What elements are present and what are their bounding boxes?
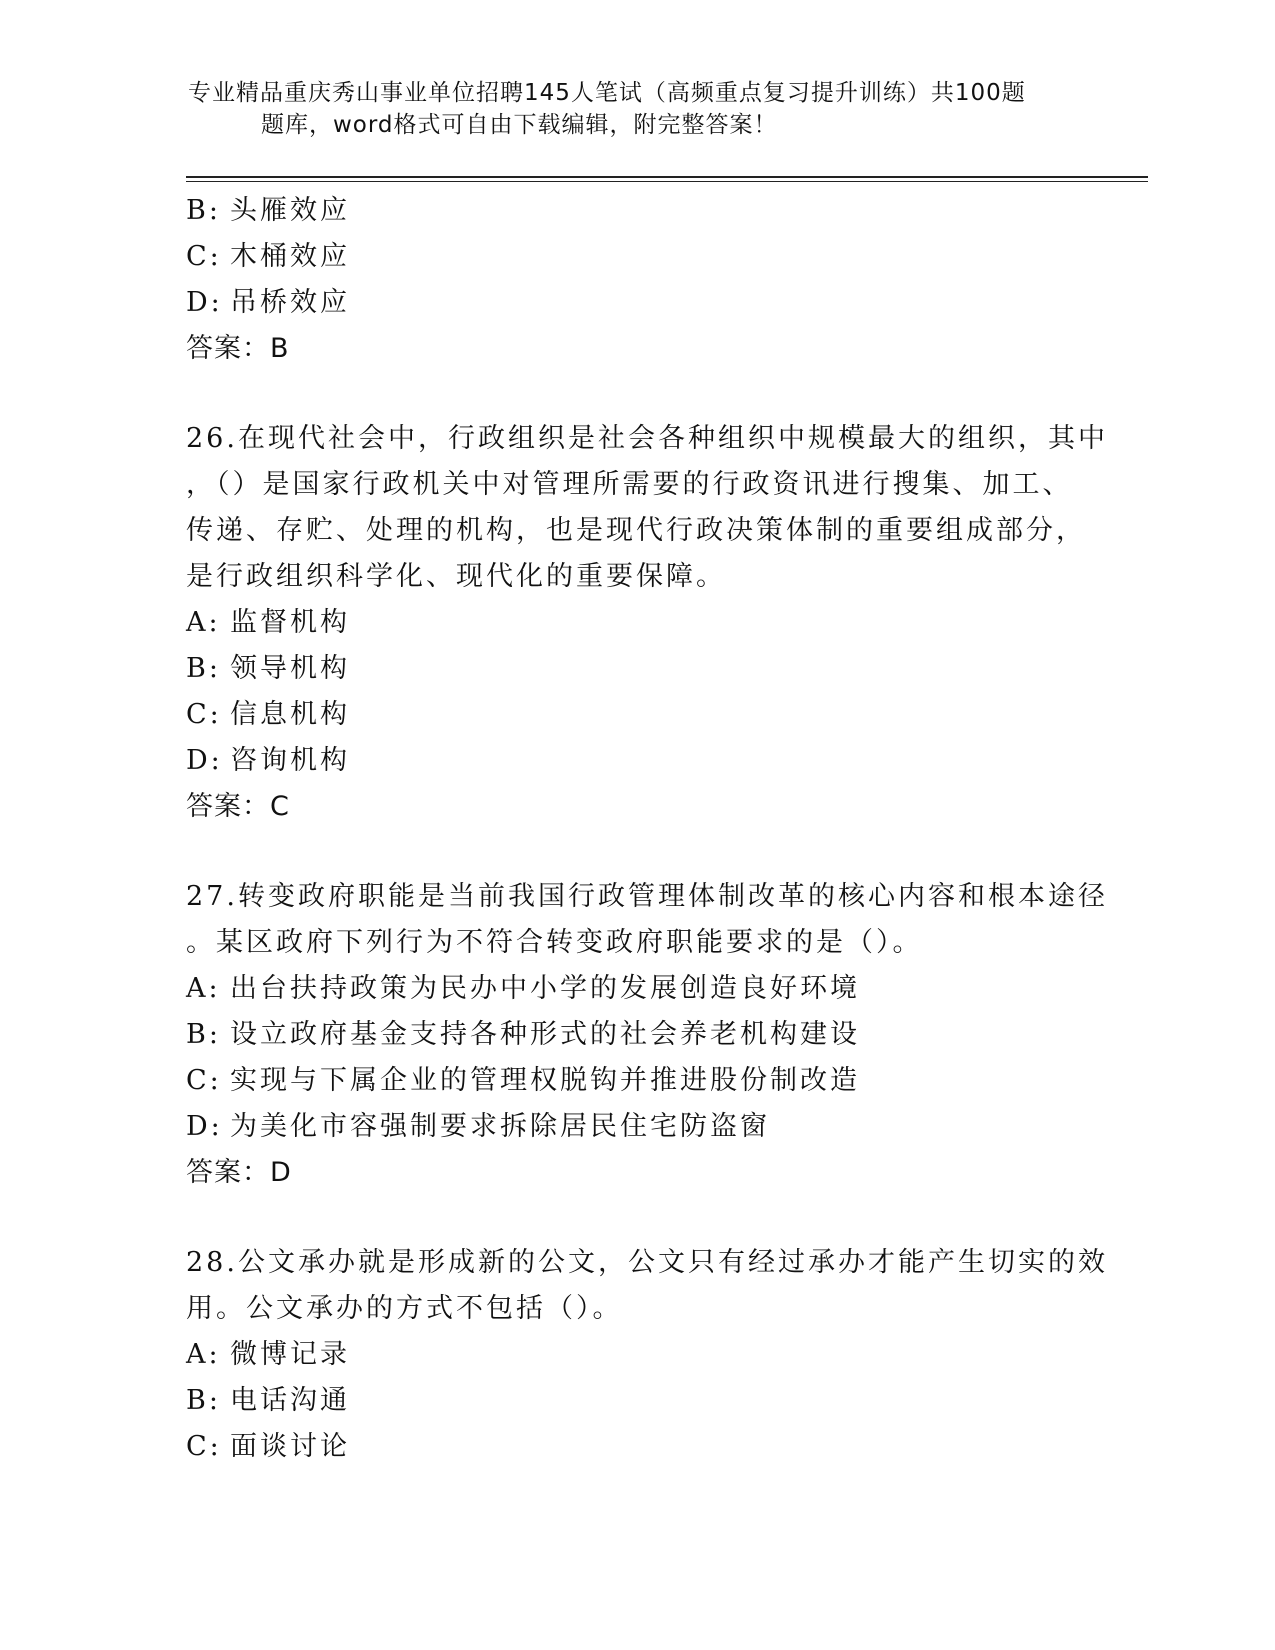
question-list <box>186 188 1108 1470</box>
option-letter: C: <box>186 1431 222 1462</box>
option-text: 木桶效应 <box>230 241 350 272</box>
question-text-line: 用。公文承办的方式不包括（）。 <box>186 1293 623 1324</box>
option-a <box>186 1332 1086 1378</box>
option-d <box>186 280 1086 326</box>
option-letter: A: <box>186 607 221 638</box>
option-text: 为美化市容强制要求拆除居民住宅防盗窗 <box>230 1111 770 1142</box>
option-d <box>186 1104 1086 1150</box>
answer-line <box>186 326 1086 372</box>
option-letter: C: <box>186 699 222 730</box>
option-c <box>186 234 1086 280</box>
option-text: 信息机构 <box>230 699 350 730</box>
header-divider-thick <box>186 176 1148 178</box>
question-text-line: 传递、存贮、处理的机构，也是现代行政决策体制的重要组成部分， <box>186 515 1086 546</box>
question-26 <box>186 416 1108 830</box>
option-letter: D: <box>186 1111 223 1142</box>
option-text: 领导机构 <box>230 653 350 684</box>
question-25 <box>186 188 1086 372</box>
option-b <box>186 1378 1086 1424</box>
answer-value: D <box>270 1157 292 1188</box>
option-text: 出台扶持政策为民办中小学的发展创造良好环境 <box>230 973 860 1004</box>
question-text-line: ，（）是国家行政机关中对管理所需要的行政资讯进行搜集、加工、 <box>186 469 1073 500</box>
option-b <box>186 646 1086 692</box>
question-text-line: 28.公文承办就是形成新的公文，公文只有经过承办才能产生切实的效 <box>186 1247 1108 1278</box>
answer-label: 答案： <box>186 791 270 822</box>
option-letter: B: <box>186 195 221 226</box>
option-letter: C: <box>186 1065 222 1096</box>
option-a <box>186 966 1086 1012</box>
question-text-line: 是行政组织科学化、现代化的重要保障。 <box>186 561 726 592</box>
answer-line <box>186 1150 1086 1196</box>
option-letter: B: <box>186 653 221 684</box>
option-text: 电话沟通 <box>230 1385 350 1416</box>
answer-label: 答案： <box>186 1157 270 1188</box>
option-letter: C: <box>186 241 222 272</box>
answer-value: C <box>270 791 290 822</box>
option-text: 监督机构 <box>230 607 350 638</box>
answer-value: B <box>270 333 290 364</box>
option-letter: A: <box>186 1339 221 1370</box>
question-text-line: 27.转变政府职能是当前我国行政管理体制改革的核心内容和根本途径 <box>186 881 1108 912</box>
option-a <box>186 600 1086 646</box>
option-text: 吊桥效应 <box>230 287 350 318</box>
option-letter: D: <box>186 287 223 318</box>
option-letter: B: <box>186 1019 221 1050</box>
option-text: 设立政府基金支持各种形式的社会养老机构建设 <box>230 1019 860 1050</box>
answer-label: 答案： <box>186 333 270 364</box>
header-title-line-1: 专业精品重庆秀山事业单位招聘145人笔试（高频重点复习提升训练）共100题 <box>188 80 1026 106</box>
option-letter: A: <box>186 973 221 1004</box>
header-divider-thin <box>186 181 1148 182</box>
header-title-line-2: 题库，word格式可自由下载编辑，附完整答案！ <box>261 112 778 138</box>
question-text-line: 。某区政府下列行为不符合转变政府职能要求的是（）。 <box>186 927 923 958</box>
question-text-line: 26.在现代社会中，行政组织是社会各种组织中规模最大的组织，其中 <box>186 423 1108 454</box>
question-27 <box>186 874 1108 1196</box>
page-header <box>0 0 1275 178</box>
option-text: 头雁效应 <box>230 195 350 226</box>
option-text: 实现与下属企业的管理权脱钩并推进股份制改造 <box>230 1065 860 1096</box>
option-b <box>186 1012 1086 1058</box>
option-b <box>186 188 1086 234</box>
option-text: 面谈讨论 <box>230 1431 350 1462</box>
answer-line <box>186 784 1086 830</box>
option-c <box>186 1424 1086 1470</box>
option-text: 咨询机构 <box>230 745 350 776</box>
option-c <box>186 692 1086 738</box>
question-28 <box>186 1240 1108 1470</box>
option-text: 微博记录 <box>230 1339 350 1370</box>
option-letter: D: <box>186 745 223 776</box>
option-letter: B: <box>186 1385 221 1416</box>
option-c <box>186 1058 1086 1104</box>
option-d <box>186 738 1086 784</box>
